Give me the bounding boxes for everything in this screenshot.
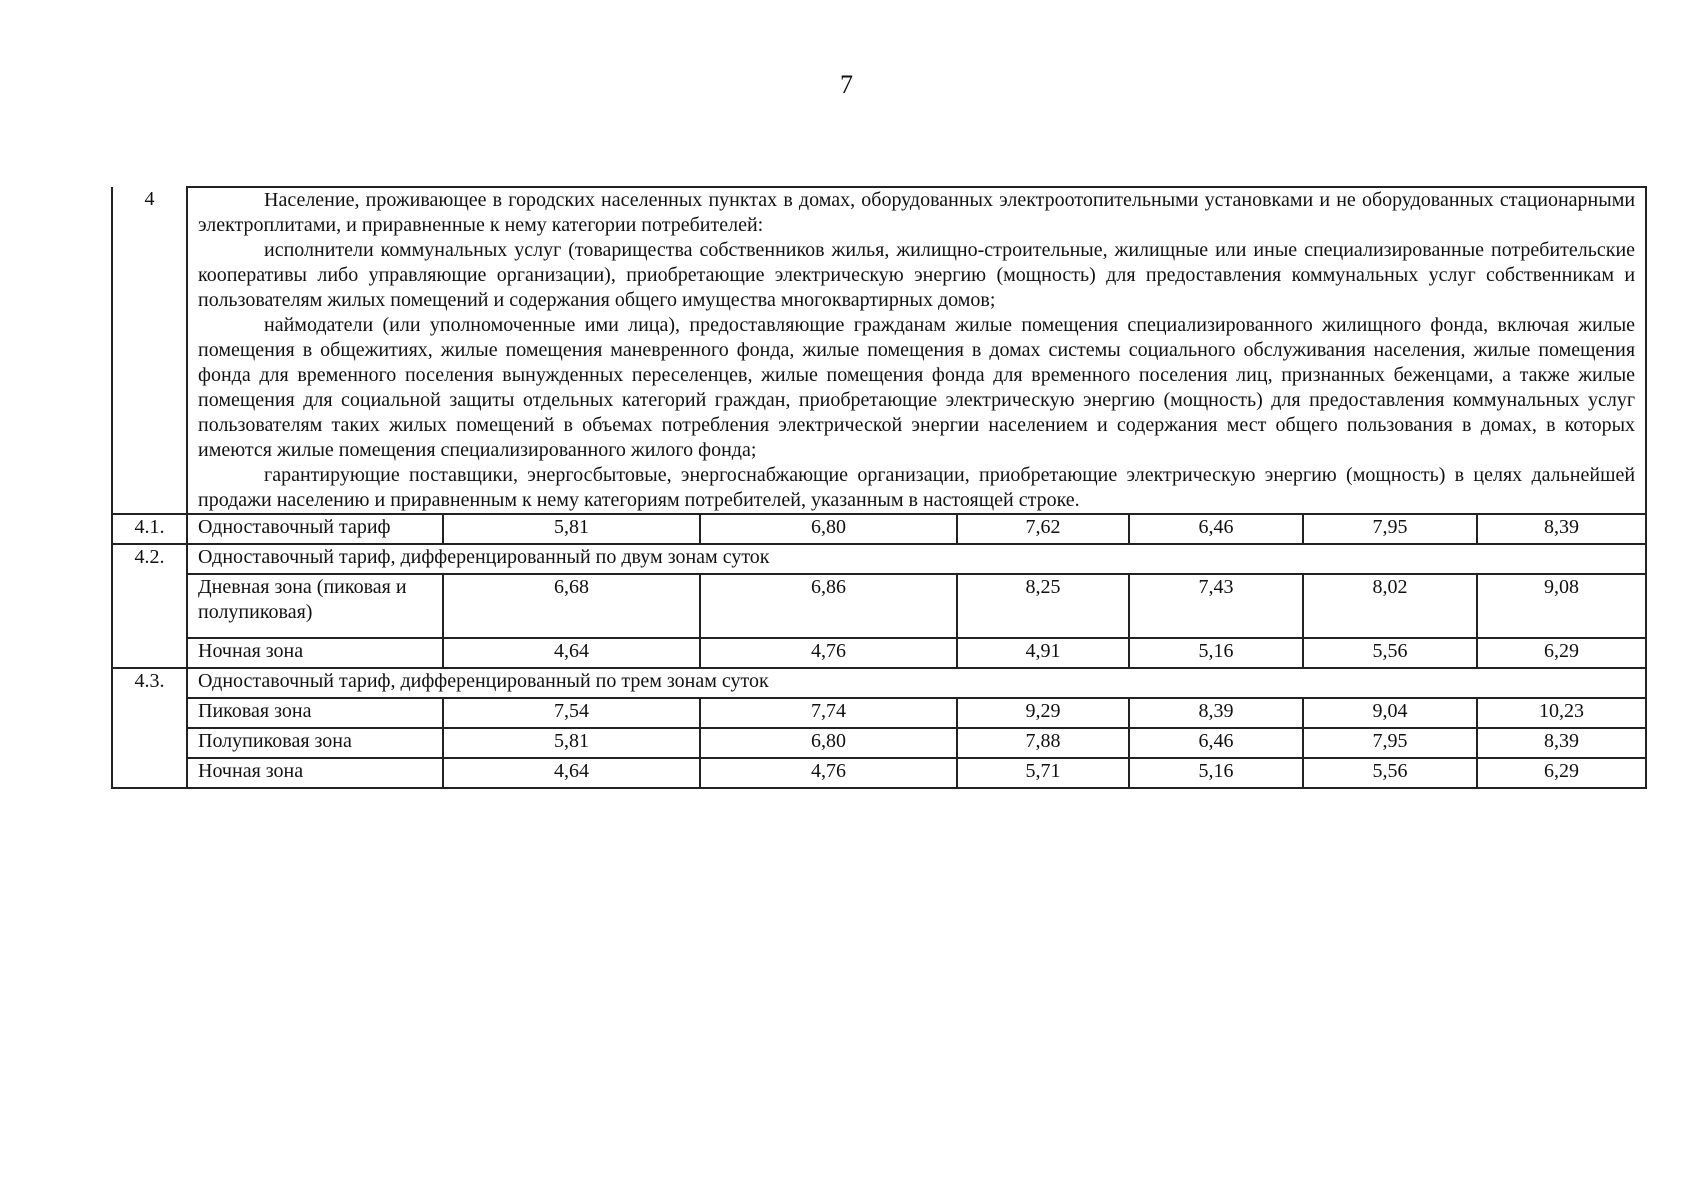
tariff-value: 7,88 — [957, 728, 1129, 758]
row-number: 4.2. — [112, 544, 187, 668]
tariff-value: 5,16 — [1129, 638, 1303, 668]
tariff-label: Одноставочный тариф — [187, 514, 443, 544]
table-row-4-2-heading — [112, 544, 1646, 574]
tariff-value: 6,46 — [1129, 514, 1303, 544]
table-row — [112, 574, 1646, 638]
section-heading: Одноставочный тариф, дифференцированный по двум зонам суток — [187, 544, 1646, 574]
tariff-value: 5,81 — [443, 728, 700, 758]
tariff-table — [111, 186, 1647, 789]
tariff-value: 5,56 — [1303, 758, 1477, 788]
tariff-value: 6,46 — [1129, 728, 1303, 758]
tariff-value: 6,80 — [700, 728, 957, 758]
tariff-value: 5,56 — [1303, 638, 1477, 668]
tariff-label: Ночная зона — [187, 758, 443, 788]
tariff-label: Ночная зона — [187, 638, 443, 668]
tariff-value: 4,64 — [443, 758, 700, 788]
tariff-value: 6,29 — [1477, 758, 1646, 788]
tariff-value: 5,81 — [443, 514, 700, 544]
tariff-value: 10,23 — [1477, 698, 1646, 728]
tariff-value: 7,74 — [700, 698, 957, 728]
row-number: 4 — [112, 187, 187, 514]
description-paragraph: Население, проживающее в городских населенных пунктах в домах, оборудованных электроотопительными установками и не оборудованных стационарными электроплитами, и приравненные к нему категории потребителей: — [198, 189, 1636, 236]
row-number: 4.3. — [112, 668, 187, 788]
table-row — [112, 758, 1646, 788]
tariff-value: 6,80 — [700, 514, 957, 544]
tariff-value: 4,64 — [443, 638, 700, 668]
tariff-value: 9,08 — [1477, 574, 1646, 638]
tariff-value: 5,16 — [1129, 758, 1303, 788]
tariff-value: 7,95 — [1303, 514, 1477, 544]
category-description — [187, 187, 1646, 514]
tariff-label: Полупиковая зона — [187, 728, 443, 758]
tariff-label: Дневная зона (пиковая и полупиковая) — [187, 574, 443, 638]
tariff-value: 7,43 — [1129, 574, 1303, 638]
table-row — [112, 638, 1646, 668]
row-number: 4.1. — [112, 514, 187, 544]
tariff-value: 5,71 — [957, 758, 1129, 788]
tariff-label: Пиковая зона — [187, 698, 443, 728]
tariff-value: 4,91 — [957, 638, 1129, 668]
table-row-4-3-heading — [112, 668, 1646, 698]
tariff-value: 8,02 — [1303, 574, 1477, 638]
description-paragraph: исполнители коммунальных услуг (товарищества собственников жилья, жилищно-строительные, жилищные или иные специализированные потребительские кооперативы либо управляющие организации), приобретающие электрическую энергию (мощность) для предоставления коммунальных услуг собственникам и пользователям жилых помещений и содержания общего имущества многоквартирных домов; — [198, 239, 1636, 311]
tariff-value: 6,68 — [443, 574, 700, 638]
description-paragraph: гарантирующие поставщики, энергосбытовые, энергоснабжающие организации, приобретающие электрическую энергию (мощность) в целях дальнейшей продажи населению и приравненным к нему категориям потребителей, указанным в настоящей строке. — [198, 464, 1636, 511]
tariff-value: 7,95 — [1303, 728, 1477, 758]
page-number: 7 — [840, 70, 853, 99]
tariff-value: 9,04 — [1303, 698, 1477, 728]
description-paragraph: наймодатели (или уполномоченные ими лица), предоставляющие гражданам жилые помещения специализированного жилищного фонда, включая жилые помещения в общежитиях, жилые помещения маневренного фонда, жилые помещения в домах системы социального обслуживания населения, жилые помещения фонда для временного поселения вынужденных переселенцев, жилые помещения фонда для временного поселения лиц, признанных беженцами, а также жилые помещения для социальной защиты отдельных категорий граждан, приобретающие электрическую энергию (мощность) для предоставления коммунальных услуг пользователям таких жилых помещений в объемах потребления электрической энергии населением и содержания мест общего пользования в домах, в которых имеются жилые помещения специализированного жилого фонда; — [198, 314, 1636, 461]
tariff-value: 6,86 — [700, 574, 957, 638]
table-row-4 — [112, 187, 1646, 514]
tariff-value: 6,29 — [1477, 638, 1646, 668]
tariff-value: 9,29 — [957, 698, 1129, 728]
tariff-value: 8,39 — [1477, 514, 1646, 544]
tariff-value: 4,76 — [700, 638, 957, 668]
tariff-value: 8,25 — [957, 574, 1129, 638]
tariff-value: 7,54 — [443, 698, 700, 728]
section-heading: Одноставочный тариф, дифференцированный по трем зонам суток — [187, 668, 1646, 698]
table-row — [112, 698, 1646, 728]
tariff-value: 7,62 — [957, 514, 1129, 544]
tariff-value: 4,76 — [700, 758, 957, 788]
tariff-value: 8,39 — [1129, 698, 1303, 728]
tariff-value: 8,39 — [1477, 728, 1646, 758]
table-row — [112, 728, 1646, 758]
table-row-4-1 — [112, 514, 1646, 544]
